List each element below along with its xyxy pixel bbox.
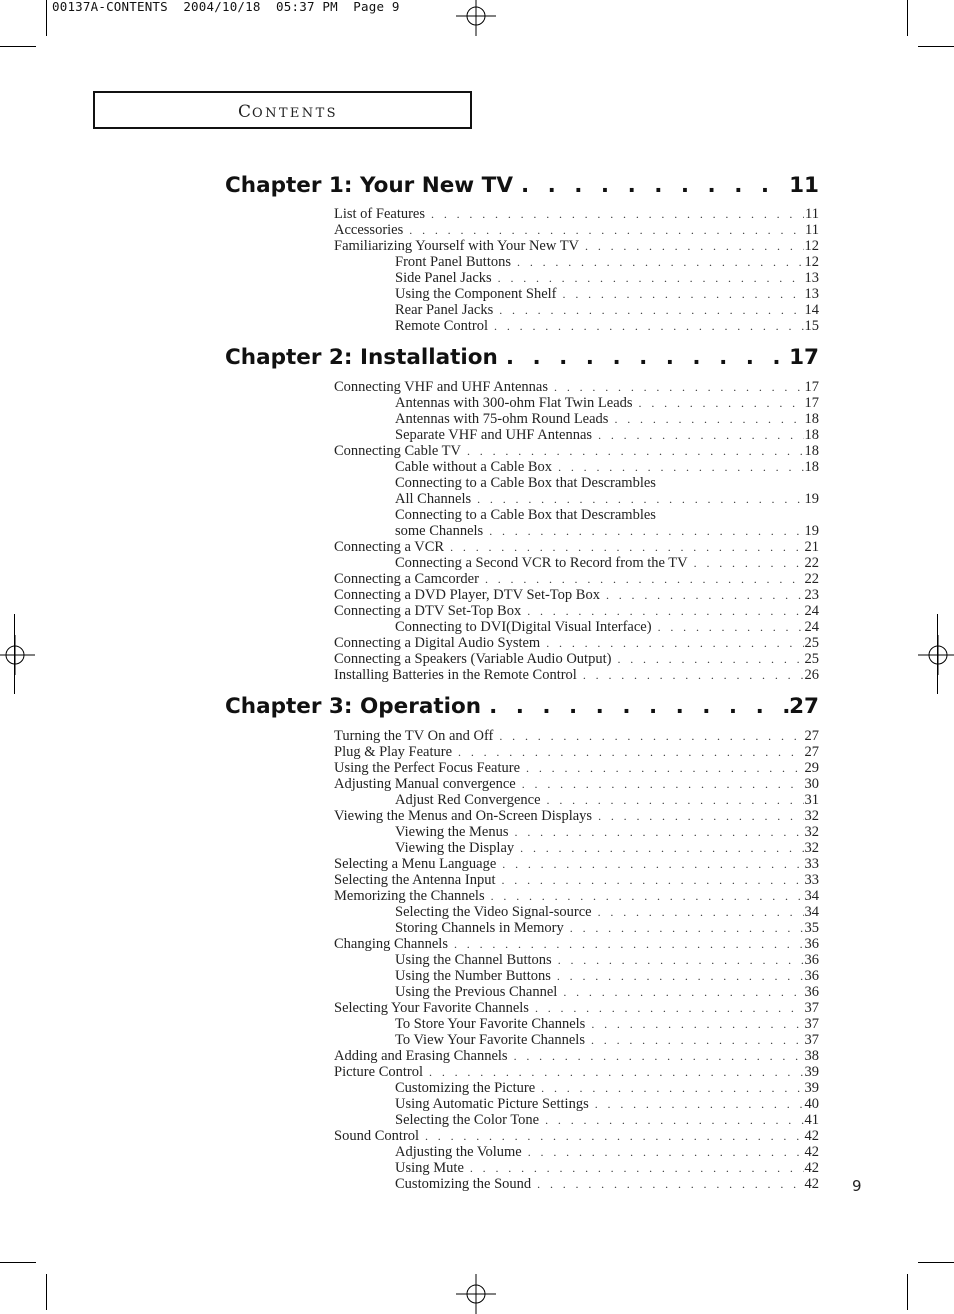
toc-entry-page: 17 bbox=[804, 395, 819, 411]
leader-dots bbox=[547, 792, 804, 808]
leader-dots bbox=[454, 936, 804, 952]
toc-entry bbox=[334, 651, 819, 667]
toc-entry-page: 18 bbox=[804, 427, 819, 443]
toc-entry-page: 18 bbox=[804, 411, 819, 427]
registration-mark-icon bbox=[456, 1274, 496, 1314]
leader-dots bbox=[546, 635, 803, 651]
toc-entry-title: Adjust Red Convergence bbox=[395, 792, 541, 808]
chapter-page: 27 bbox=[789, 694, 819, 719]
toc-subentry bbox=[334, 792, 819, 808]
toc-entry-title: Connecting a Speakers (Variable Audio Output) bbox=[334, 651, 612, 667]
toc-entry bbox=[334, 744, 819, 760]
leader-dots bbox=[563, 984, 803, 1000]
registration-mark-icon bbox=[918, 635, 954, 675]
toc-entry-page: 13 bbox=[804, 286, 819, 302]
page-number: 9 bbox=[852, 1177, 862, 1195]
leader-dots bbox=[614, 411, 803, 427]
chapter-page: 11 bbox=[789, 173, 819, 198]
toc-entry bbox=[334, 667, 819, 683]
leader-dots bbox=[470, 1160, 804, 1176]
toc-entry-page: 33 bbox=[804, 872, 819, 888]
toc-entry-title: Connecting a VCR bbox=[334, 539, 445, 555]
leader-dots bbox=[554, 379, 803, 395]
toc-entry bbox=[334, 776, 819, 792]
toc-entry-page: 39 bbox=[804, 1080, 819, 1096]
toc-entry-page: 42 bbox=[804, 1128, 819, 1144]
toc-entry bbox=[334, 936, 819, 952]
print-slug: 00137A-CONTENTS 2004/10/18 05:37 PM Page 9 bbox=[52, 0, 400, 14]
toc-entry-title: Plug & Play Feature bbox=[334, 744, 453, 760]
crop-mark bbox=[907, 0, 908, 36]
toc-subentry bbox=[334, 1096, 819, 1112]
toc-entry-page: 18 bbox=[804, 443, 819, 459]
toc-entry-page: 11 bbox=[805, 222, 819, 238]
toc-entry-page: 36 bbox=[804, 936, 819, 952]
toc-entry bbox=[334, 443, 819, 459]
toc-subentry bbox=[334, 1176, 819, 1192]
toc-entry bbox=[334, 856, 819, 872]
leader-dots bbox=[527, 603, 803, 619]
toc-subentry bbox=[334, 1016, 819, 1032]
toc-entry-title: Adjusting the Volume bbox=[395, 1144, 522, 1160]
toc-entry-title: Connecting a Second VCR to Record from the TV bbox=[395, 555, 688, 571]
contents-header-box bbox=[93, 91, 472, 129]
toc-entry-title: Selecting the Antenna Input bbox=[334, 872, 496, 888]
toc-entry-title: Viewing the Menus and On-Screen Displays bbox=[334, 808, 593, 824]
toc-entry-title: some Channels bbox=[395, 523, 484, 539]
toc-entry-page: 19 bbox=[804, 523, 819, 539]
toc-subentry bbox=[334, 555, 819, 571]
toc-subentry bbox=[334, 904, 819, 920]
toc-entry-page: 41 bbox=[804, 1112, 819, 1128]
toc-entry-page: 38 bbox=[804, 1048, 819, 1064]
toc-entry-page: 32 bbox=[804, 808, 819, 824]
toc-entry-title: Antennas with 300-ohm Flat Twin Leads bbox=[395, 395, 633, 411]
toc-subentry bbox=[334, 427, 819, 443]
crop-mark bbox=[907, 1274, 908, 1310]
crop-mark bbox=[14, 614, 15, 694]
leader-dots bbox=[522, 776, 804, 792]
crop-mark bbox=[46, 1274, 47, 1310]
leader-dots bbox=[617, 651, 803, 667]
toc-entry-page: 15 bbox=[804, 318, 819, 334]
toc-entry bbox=[334, 888, 819, 904]
toc-entry bbox=[334, 206, 819, 222]
toc-entry-title: Viewing the Display bbox=[395, 840, 515, 856]
toc-entry-page: 22 bbox=[804, 555, 819, 571]
toc-entry bbox=[334, 603, 819, 619]
crop-mark bbox=[937, 614, 938, 694]
leader-dots bbox=[598, 808, 803, 824]
toc-entry-title: Using the Number Buttons bbox=[395, 968, 551, 984]
toc-subentry bbox=[334, 270, 819, 286]
leader-dots bbox=[591, 1016, 803, 1032]
toc-entry bbox=[334, 808, 819, 824]
leader-dots bbox=[425, 1128, 804, 1144]
toc-entry-page: 34 bbox=[804, 904, 819, 920]
toc-entry-title: To Store Your Favorite Channels bbox=[395, 1016, 586, 1032]
toc-entry-title: Adjusting Manual convergence bbox=[334, 776, 516, 792]
chapter-heading bbox=[225, 345, 819, 375]
toc-subentry bbox=[334, 302, 819, 318]
toc-entry-page: 24 bbox=[804, 619, 819, 635]
toc-subentry bbox=[334, 1144, 819, 1160]
contents-heading-rest: ONTENTS bbox=[252, 106, 338, 121]
leader-dots bbox=[570, 920, 804, 936]
toc-subentry bbox=[334, 507, 819, 523]
toc-entry-page: 26 bbox=[804, 667, 819, 683]
leader-dots bbox=[545, 1112, 803, 1128]
toc-entry-page: 25 bbox=[804, 651, 819, 667]
toc-entry-title: Storing Channels in Memory bbox=[395, 920, 564, 936]
toc-subentry bbox=[334, 523, 819, 539]
toc-entry-title: Remote Control bbox=[395, 318, 489, 334]
leader-dots bbox=[431, 206, 804, 222]
leader-dots bbox=[489, 523, 803, 539]
toc-entry-page: 24 bbox=[804, 603, 819, 619]
toc-entry-title: Using the Previous Channel bbox=[395, 984, 558, 1000]
toc-entry-title: Selecting the Video Signal-source bbox=[395, 904, 592, 920]
leader-dots bbox=[491, 888, 804, 904]
toc-entry-title: Connecting to a Cable Box that Descrambles bbox=[395, 475, 656, 491]
leader-dots bbox=[477, 491, 803, 507]
toc-entry-page: 31 bbox=[804, 792, 819, 808]
toc-entry-title: Connecting to a Cable Box that Descrambles bbox=[395, 507, 656, 523]
toc-subentry bbox=[334, 968, 819, 984]
toc-subentry bbox=[334, 920, 819, 936]
toc-entry-title: Picture Control bbox=[334, 1064, 424, 1080]
toc-entry-page: 37 bbox=[804, 1000, 819, 1016]
crop-mark bbox=[0, 46, 36, 47]
toc-entry-page: 18 bbox=[804, 459, 819, 475]
toc-entry-title: Selecting Your Favorite Channels bbox=[334, 1000, 529, 1016]
toc-entry-page: 22 bbox=[804, 571, 819, 587]
leader-dots bbox=[506, 345, 789, 370]
leader-dots bbox=[528, 1144, 804, 1160]
toc-entry-title: Connecting Cable TV bbox=[334, 443, 461, 459]
toc-entry-title: Viewing the Menus bbox=[395, 824, 509, 840]
toc-entry bbox=[334, 238, 819, 254]
toc-entry-page: 35 bbox=[804, 920, 819, 936]
toc-entry-title: List of Features bbox=[334, 206, 426, 222]
toc-subentry bbox=[334, 411, 819, 427]
toc-entry-title: Familiarizing Yourself with Your New TV bbox=[334, 238, 580, 254]
leader-dots bbox=[498, 270, 804, 286]
toc-entry-page: 12 bbox=[804, 254, 819, 270]
toc-entry-page: 29 bbox=[804, 760, 819, 776]
toc-entry-page: 17 bbox=[804, 379, 819, 395]
toc-entry-page: 42 bbox=[804, 1176, 819, 1192]
leader-dots bbox=[485, 571, 804, 587]
toc-entry-title: Connecting a DTV Set-Top Box bbox=[334, 603, 522, 619]
leader-dots bbox=[502, 856, 803, 872]
toc-entry-title: Separate VHF and UHF Antennas bbox=[395, 427, 593, 443]
toc-entry-title: Side Panel Jacks bbox=[395, 270, 492, 286]
toc-entry-title: Accessories bbox=[334, 222, 404, 238]
toc-subentry bbox=[334, 824, 819, 840]
toc-entry-page: 14 bbox=[804, 302, 819, 318]
leader-dots bbox=[585, 238, 803, 254]
toc-entry-page: 25 bbox=[804, 635, 819, 651]
toc-subentry bbox=[334, 491, 819, 507]
toc-entry bbox=[334, 571, 819, 587]
toc-entry-page: 33 bbox=[804, 856, 819, 872]
registration-mark-icon bbox=[456, 0, 496, 36]
toc-list bbox=[334, 379, 819, 683]
toc-entry-title: Antennas with 75-ohm Round Leads bbox=[395, 411, 609, 427]
toc-subentry bbox=[334, 1112, 819, 1128]
toc-entry-page: 19 bbox=[804, 491, 819, 507]
leader-dots bbox=[458, 744, 803, 760]
toc-entry bbox=[334, 587, 819, 603]
toc-subentry bbox=[334, 840, 819, 856]
leader-dots bbox=[606, 587, 804, 603]
leader-dots bbox=[658, 619, 804, 635]
leader-dots bbox=[557, 968, 804, 984]
toc-entry-page: 42 bbox=[804, 1144, 819, 1160]
leader-dots bbox=[499, 728, 803, 744]
toc-entry bbox=[334, 222, 819, 238]
toc-entry-title: Using the Channel Buttons bbox=[395, 952, 552, 968]
toc-entry bbox=[334, 1064, 819, 1080]
toc-entry-title: Changing Channels bbox=[334, 936, 448, 952]
toc-entry-page: 39 bbox=[804, 1064, 819, 1080]
toc-entry-title: Selecting a Menu Language bbox=[334, 856, 497, 872]
leader-dots bbox=[563, 286, 804, 302]
chapter-title: Chapter 3: Operation bbox=[225, 694, 482, 719]
toc-subentry bbox=[334, 286, 819, 302]
toc-entry-page: 37 bbox=[804, 1032, 819, 1048]
registration-mark-icon bbox=[0, 635, 35, 675]
toc-entry-title: To View Your Favorite Channels bbox=[395, 1032, 585, 1048]
crop-mark bbox=[918, 1262, 954, 1263]
toc-entry bbox=[334, 1000, 819, 1016]
leader-dots bbox=[537, 1176, 803, 1192]
toc-entry-page: 34 bbox=[804, 888, 819, 904]
toc-subentry bbox=[334, 318, 819, 334]
toc-entry-page: 13 bbox=[804, 270, 819, 286]
leader-dots bbox=[558, 952, 804, 968]
toc-entry-page: 32 bbox=[804, 840, 819, 856]
toc-subentry bbox=[334, 984, 819, 1000]
leader-dots bbox=[541, 1080, 803, 1096]
toc-entry-title: Installing Batteries in the Remote Control bbox=[334, 667, 577, 683]
leader-dots bbox=[467, 443, 804, 459]
leader-dots bbox=[499, 302, 803, 318]
toc-entry bbox=[334, 635, 819, 651]
toc-entry-page: 42 bbox=[804, 1160, 819, 1176]
toc-subentry bbox=[334, 395, 819, 411]
toc-entry-page: 36 bbox=[804, 984, 819, 1000]
chapter-heading bbox=[225, 694, 819, 724]
toc-subentry bbox=[334, 952, 819, 968]
toc-subentry bbox=[334, 1160, 819, 1176]
leader-dots bbox=[598, 904, 804, 920]
toc-entry bbox=[334, 1128, 819, 1144]
leader-dots bbox=[558, 459, 803, 475]
crop-mark bbox=[46, 0, 47, 36]
toc-entry-title: Turning the TV On and Off bbox=[334, 728, 494, 744]
leader-dots bbox=[526, 760, 803, 776]
leader-dots bbox=[535, 1000, 804, 1016]
crop-mark bbox=[0, 1262, 36, 1263]
toc-entry-title: Customizing the Sound bbox=[395, 1176, 532, 1192]
toc-entry-page: 30 bbox=[804, 776, 819, 792]
toc-entry-page: 11 bbox=[805, 206, 819, 222]
toc-entry-title: Connecting to DVI(Digital Visual Interface) bbox=[395, 619, 652, 635]
leader-dots bbox=[517, 254, 803, 270]
toc-entry-title: Using Automatic Picture Settings bbox=[395, 1096, 589, 1112]
toc-entry bbox=[334, 379, 819, 395]
toc-entry-title: Rear Panel Jacks bbox=[395, 302, 494, 318]
toc-entry-title: Using the Perfect Focus Feature bbox=[334, 760, 521, 776]
leader-dots bbox=[409, 222, 804, 238]
toc-entry-title: Memorizing the Channels bbox=[334, 888, 485, 904]
toc-entry-title: Connecting a Digital Audio System bbox=[334, 635, 541, 651]
toc-list bbox=[334, 728, 819, 1192]
leader-dots bbox=[598, 427, 803, 443]
toc-subentry bbox=[334, 1080, 819, 1096]
toc-entry-page: 36 bbox=[804, 968, 819, 984]
leader-dots bbox=[694, 555, 804, 571]
toc-entry-page: 23 bbox=[804, 587, 819, 603]
toc-entry-title: Selecting the Color Tone bbox=[395, 1112, 540, 1128]
toc-entry-title: All Channels bbox=[395, 491, 472, 507]
toc-entry-title: Connecting a Camcorder bbox=[334, 571, 479, 587]
toc-subentry bbox=[334, 459, 819, 475]
toc-entry-page: 21 bbox=[804, 539, 819, 555]
leader-dots bbox=[429, 1064, 803, 1080]
chapter-title: Chapter 1: Your New TV bbox=[225, 173, 513, 198]
toc-entry-title: Front Panel Buttons bbox=[395, 254, 512, 270]
leader-dots bbox=[514, 1048, 804, 1064]
chapter-title: Chapter 2: Installation bbox=[225, 345, 498, 370]
leader-dots bbox=[450, 539, 803, 555]
leader-dots bbox=[520, 840, 803, 856]
leader-dots bbox=[494, 318, 803, 334]
toc-entry-page: 27 bbox=[804, 744, 819, 760]
toc-entry bbox=[334, 760, 819, 776]
toc-entry-title: Using the Component Shelf bbox=[395, 286, 557, 302]
toc-entry-title: Cable without a Cable Box bbox=[395, 459, 553, 475]
toc-entry-title: Connecting a DVD Player, DTV Set-Top Box bbox=[334, 587, 600, 603]
toc-entry-title: Using Mute bbox=[395, 1160, 464, 1176]
leader-dots bbox=[639, 395, 804, 411]
toc-entry-page: 40 bbox=[804, 1096, 819, 1112]
leader-dots bbox=[501, 872, 803, 888]
toc-entry bbox=[334, 539, 819, 555]
toc-entry-page: 36 bbox=[804, 952, 819, 968]
toc-entry-page: 12 bbox=[804, 238, 819, 254]
toc-subentry bbox=[334, 619, 819, 635]
toc-entry-title: Sound Control bbox=[334, 1128, 419, 1144]
toc-entry bbox=[334, 1048, 819, 1064]
toc-entry-page: 37 bbox=[804, 1016, 819, 1032]
toc-subentry bbox=[334, 475, 819, 491]
leader-dots bbox=[583, 667, 804, 683]
toc-subentry bbox=[334, 254, 819, 270]
leader-dots bbox=[591, 1032, 804, 1048]
toc-subentry bbox=[334, 1032, 819, 1048]
leader-dots bbox=[521, 173, 789, 198]
leader-dots bbox=[515, 824, 804, 840]
toc-list bbox=[334, 206, 819, 334]
contents-heading-initial: C bbox=[238, 102, 253, 122]
crop-mark bbox=[918, 46, 954, 47]
toc-entry-title: Customizing the Picture bbox=[395, 1080, 536, 1096]
leader-dots bbox=[489, 694, 789, 719]
chapter-page: 17 bbox=[789, 345, 819, 370]
toc-entry bbox=[334, 728, 819, 744]
toc-entry-title: Connecting VHF and UHF Antennas bbox=[334, 379, 549, 395]
contents-heading bbox=[238, 102, 338, 122]
toc-entry bbox=[334, 872, 819, 888]
toc-entry-title: Adding and Erasing Channels bbox=[334, 1048, 508, 1064]
toc-entry-page: 32 bbox=[804, 824, 819, 840]
toc-entry-page: 27 bbox=[804, 728, 819, 744]
chapter-heading bbox=[225, 173, 819, 203]
leader-dots bbox=[595, 1096, 804, 1112]
